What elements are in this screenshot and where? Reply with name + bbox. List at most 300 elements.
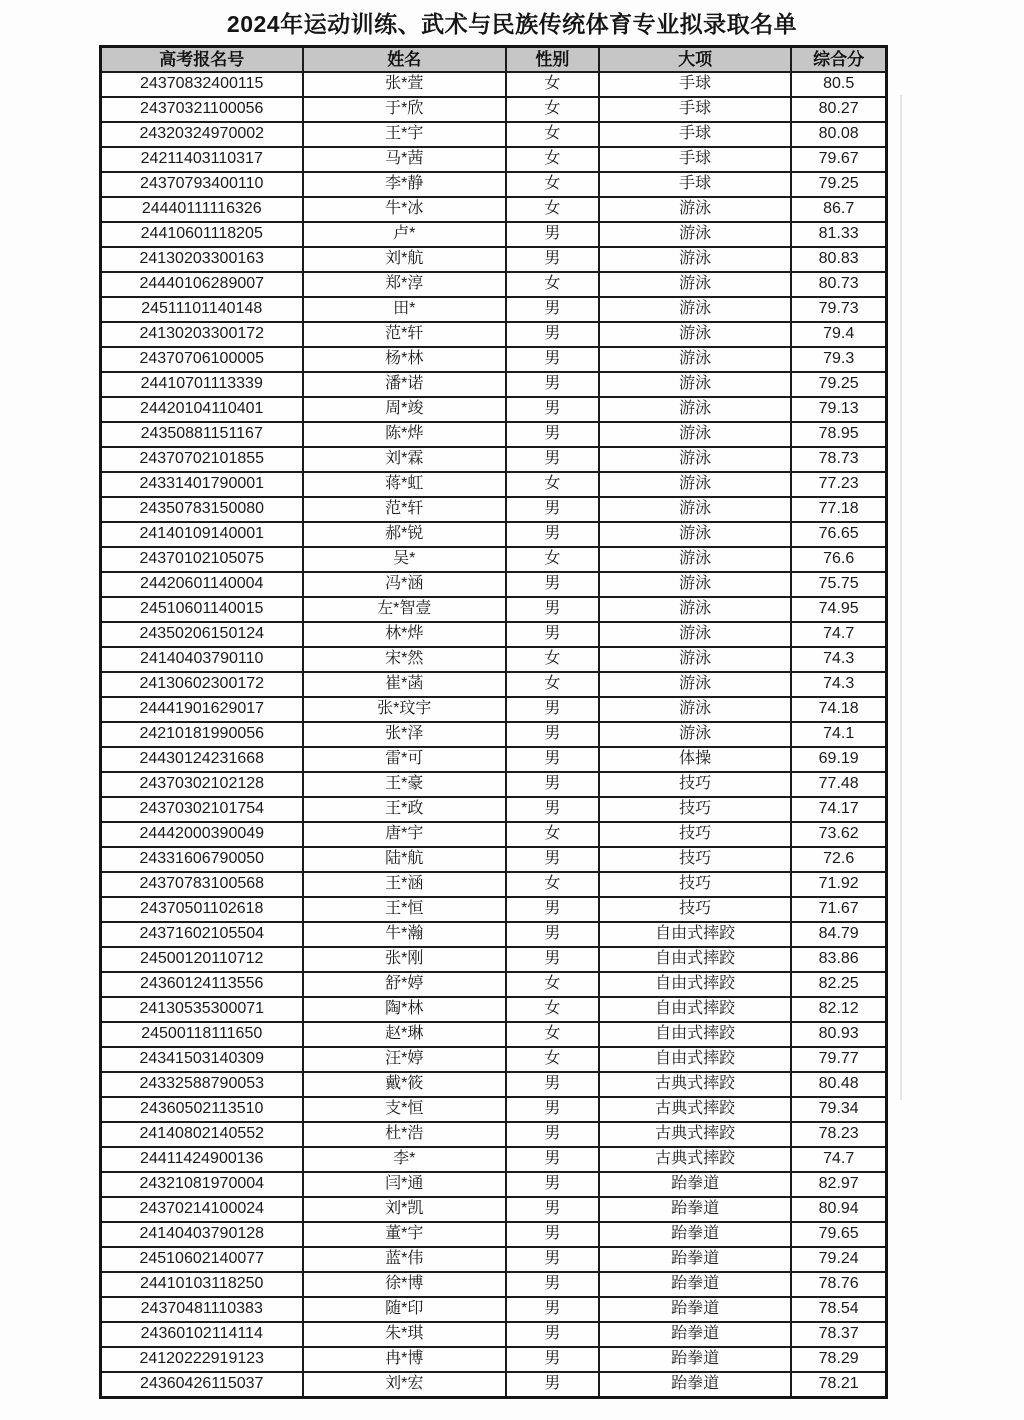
cell-name: 冉*博 xyxy=(303,1347,507,1372)
cell-sport: 古典式摔跤 xyxy=(599,1147,792,1172)
table-row xyxy=(101,822,887,847)
cell-sport: 古典式摔跤 xyxy=(599,1122,792,1147)
cell-exam-id: 24332588790053 xyxy=(101,1072,303,1097)
cell-exam-id: 24420104110401 xyxy=(101,397,303,422)
cell-score: 84.79 xyxy=(791,922,886,947)
cell-score: 82.25 xyxy=(791,972,886,997)
cell-score: 78.37 xyxy=(791,1322,886,1347)
table-row xyxy=(101,922,887,947)
cell-exam-id: 24350783150080 xyxy=(101,497,303,522)
cell-score: 79.34 xyxy=(791,1097,886,1122)
table-row xyxy=(101,397,887,422)
table-row xyxy=(101,347,887,372)
cell-sport: 游泳 xyxy=(599,222,792,247)
cell-name: 雷*可 xyxy=(303,747,507,772)
cell-name: 牛*冰 xyxy=(303,197,507,222)
cell-name: 王*涵 xyxy=(303,872,507,897)
cell-gender: 女 xyxy=(506,1047,599,1072)
cell-exam-id: 24360124113556 xyxy=(101,972,303,997)
cell-sport: 游泳 xyxy=(599,372,792,397)
cell-sport: 游泳 xyxy=(599,597,792,622)
cell-gender: 女 xyxy=(506,197,599,222)
cell-sport: 游泳 xyxy=(599,247,792,272)
cell-sport: 游泳 xyxy=(599,447,792,472)
cell-exam-id: 24441901629017 xyxy=(101,697,303,722)
cell-score: 78.29 xyxy=(791,1347,886,1372)
cell-exam-id: 24370102105075 xyxy=(101,547,303,572)
cell-sport: 自由式摔跤 xyxy=(599,997,792,1022)
cell-name: 吴* xyxy=(303,547,507,572)
cell-gender: 男 xyxy=(506,522,599,547)
cell-name: 卢* xyxy=(303,222,507,247)
cell-score: 79.13 xyxy=(791,397,886,422)
cell-gender: 男 xyxy=(506,322,599,347)
cell-gender: 男 xyxy=(506,497,599,522)
cell-score: 74.1 xyxy=(791,722,886,747)
cell-name: 支*恒 xyxy=(303,1097,507,1122)
cell-gender: 男 xyxy=(506,572,599,597)
table-row xyxy=(101,272,887,297)
table-row xyxy=(101,1072,887,1097)
table-row xyxy=(101,522,887,547)
table-row xyxy=(101,1172,887,1197)
cell-sport: 跆拳道 xyxy=(599,1172,792,1197)
cell-gender: 男 xyxy=(506,1097,599,1122)
cell-score: 78.54 xyxy=(791,1297,886,1322)
cell-sport: 技巧 xyxy=(599,822,792,847)
table-row xyxy=(101,547,887,572)
cell-sport: 跆拳道 xyxy=(599,1247,792,1272)
table-row xyxy=(101,447,887,472)
cell-name: 刘*航 xyxy=(303,247,507,272)
table-row xyxy=(101,222,887,247)
cell-exam-id: 24360426115037 xyxy=(101,1372,303,1398)
cell-exam-id: 24341503140309 xyxy=(101,1047,303,1072)
cell-exam-id: 24500120110712 xyxy=(101,947,303,972)
cell-gender: 男 xyxy=(506,1272,599,1297)
cell-name: 陈*烨 xyxy=(303,422,507,447)
cell-sport: 游泳 xyxy=(599,522,792,547)
cell-name: 范*轩 xyxy=(303,322,507,347)
cell-sport: 手球 xyxy=(599,147,792,172)
cell-score: 74.3 xyxy=(791,672,886,697)
cell-score: 79.65 xyxy=(791,1222,886,1247)
cell-exam-id: 24430124231668 xyxy=(101,747,303,772)
cell-sport: 游泳 xyxy=(599,347,792,372)
cell-exam-id: 24440111116326 xyxy=(101,197,303,222)
cell-gender: 男 xyxy=(506,347,599,372)
cell-gender: 女 xyxy=(506,647,599,672)
cell-name: 杨*林 xyxy=(303,347,507,372)
cell-score: 80.83 xyxy=(791,247,886,272)
cell-sport: 游泳 xyxy=(599,722,792,747)
table-row xyxy=(101,72,887,97)
table-row xyxy=(101,1372,887,1398)
table-row xyxy=(101,197,887,222)
table-row xyxy=(101,972,887,997)
cell-sport: 游泳 xyxy=(599,422,792,447)
table-row xyxy=(101,122,887,147)
cell-sport: 手球 xyxy=(599,122,792,147)
table-row xyxy=(101,697,887,722)
cell-gender: 男 xyxy=(506,1372,599,1398)
cell-gender: 男 xyxy=(506,897,599,922)
table-row xyxy=(101,97,887,122)
cell-name: 唐*宇 xyxy=(303,822,507,847)
cell-exam-id: 24510601140015 xyxy=(101,597,303,622)
cell-gender: 男 xyxy=(506,1347,599,1372)
cell-score: 79.77 xyxy=(791,1047,886,1072)
cell-gender: 男 xyxy=(506,1197,599,1222)
cell-sport: 自由式摔跤 xyxy=(599,1022,792,1047)
cell-gender: 男 xyxy=(506,1222,599,1247)
table-row xyxy=(101,497,887,522)
cell-name: 于*欣 xyxy=(303,97,507,122)
cell-score: 82.97 xyxy=(791,1172,886,1197)
cell-gender: 男 xyxy=(506,622,599,647)
table-row xyxy=(101,1197,887,1222)
table-row xyxy=(101,572,887,597)
cell-name: 张*泽 xyxy=(303,722,507,747)
cell-gender: 男 xyxy=(506,772,599,797)
cell-score: 79.4 xyxy=(791,322,886,347)
cell-name: 崔*菡 xyxy=(303,672,507,697)
cell-gender: 男 xyxy=(506,697,599,722)
cell-sport: 跆拳道 xyxy=(599,1272,792,1297)
table-row xyxy=(101,147,887,172)
cell-gender: 女 xyxy=(506,672,599,697)
header-gender: 性别 xyxy=(506,47,599,73)
cell-gender: 男 xyxy=(506,1247,599,1272)
cell-gender: 男 xyxy=(506,422,599,447)
cell-gender: 男 xyxy=(506,297,599,322)
cell-name: 蒋*虹 xyxy=(303,472,507,497)
cell-sport: 体操 xyxy=(599,747,792,772)
cell-name: 张*刚 xyxy=(303,947,507,972)
cell-score: 78.23 xyxy=(791,1122,886,1147)
cell-name: 蓝*伟 xyxy=(303,1247,507,1272)
cell-exam-id: 24370793400110 xyxy=(101,172,303,197)
cell-gender: 男 xyxy=(506,1122,599,1147)
cell-gender: 男 xyxy=(506,447,599,472)
cell-score: 74.7 xyxy=(791,1147,886,1172)
cell-sport: 跆拳道 xyxy=(599,1222,792,1247)
table-row xyxy=(101,1247,887,1272)
cell-exam-id: 24360102114114 xyxy=(101,1322,303,1347)
cell-gender: 女 xyxy=(506,72,599,97)
cell-exam-id: 24350881151167 xyxy=(101,422,303,447)
cell-gender: 女 xyxy=(506,272,599,297)
cell-score: 74.17 xyxy=(791,797,886,822)
cell-exam-id: 24210181990056 xyxy=(101,722,303,747)
cell-score: 79.25 xyxy=(791,372,886,397)
header-name: 姓名 xyxy=(303,47,507,73)
cell-score: 82.12 xyxy=(791,997,886,1022)
cell-name: 舒*婷 xyxy=(303,972,507,997)
scan-artifact-line xyxy=(900,95,902,1100)
cell-exam-id: 24140109140001 xyxy=(101,522,303,547)
cell-exam-id: 24130602300172 xyxy=(101,672,303,697)
table-row xyxy=(101,422,887,447)
cell-gender: 男 xyxy=(506,922,599,947)
cell-name: 刘*凯 xyxy=(303,1197,507,1222)
table-row xyxy=(101,647,887,672)
cell-name: 宋*然 xyxy=(303,647,507,672)
table-row xyxy=(101,597,887,622)
cell-name: 戴*筱 xyxy=(303,1072,507,1097)
cell-name: 潘*诺 xyxy=(303,372,507,397)
header-sport: 大项 xyxy=(599,47,792,73)
cell-exam-id: 24410701113339 xyxy=(101,372,303,397)
cell-name: 王*豪 xyxy=(303,772,507,797)
cell-name: 汪*婷 xyxy=(303,1047,507,1072)
cell-gender: 女 xyxy=(506,872,599,897)
table-body xyxy=(101,72,887,1398)
cell-name: 刘*宏 xyxy=(303,1372,507,1398)
cell-score: 75.75 xyxy=(791,572,886,597)
table-row xyxy=(101,1222,887,1247)
table-row xyxy=(101,1272,887,1297)
cell-gender: 男 xyxy=(506,597,599,622)
cell-score: 73.62 xyxy=(791,822,886,847)
cell-gender: 女 xyxy=(506,147,599,172)
cell-gender: 男 xyxy=(506,1322,599,1347)
table-row xyxy=(101,247,887,272)
cell-sport: 古典式摔跤 xyxy=(599,1097,792,1122)
cell-exam-id: 24510602140077 xyxy=(101,1247,303,1272)
cell-exam-id: 24130203300163 xyxy=(101,247,303,272)
table-row xyxy=(101,1347,887,1372)
cell-score: 86.7 xyxy=(791,197,886,222)
cell-exam-id: 24370706100005 xyxy=(101,347,303,372)
cell-sport: 跆拳道 xyxy=(599,1297,792,1322)
cell-name: 马*茜 xyxy=(303,147,507,172)
cell-gender: 男 xyxy=(506,1297,599,1322)
cell-sport: 自由式摔跤 xyxy=(599,922,792,947)
cell-gender: 女 xyxy=(506,1022,599,1047)
cell-exam-id: 24410103118250 xyxy=(101,1272,303,1297)
cell-sport: 游泳 xyxy=(599,697,792,722)
cell-exam-id: 24140403790110 xyxy=(101,647,303,672)
cell-name: 林*烨 xyxy=(303,622,507,647)
table-header-row xyxy=(101,47,887,73)
table-row xyxy=(101,847,887,872)
cell-name: 郑*淳 xyxy=(303,272,507,297)
table-row xyxy=(101,322,887,347)
cell-exam-id: 24410601118205 xyxy=(101,222,303,247)
table-row xyxy=(101,747,887,772)
cell-sport: 技巧 xyxy=(599,847,792,872)
cell-exam-id: 24371602105504 xyxy=(101,922,303,947)
cell-sport: 游泳 xyxy=(599,397,792,422)
cell-sport: 游泳 xyxy=(599,547,792,572)
cell-score: 79.3 xyxy=(791,347,886,372)
cell-score: 76.65 xyxy=(791,522,886,547)
cell-exam-id: 24331606790050 xyxy=(101,847,303,872)
cell-sport: 技巧 xyxy=(599,772,792,797)
cell-sport: 技巧 xyxy=(599,897,792,922)
cell-gender: 男 xyxy=(506,722,599,747)
cell-sport: 跆拳道 xyxy=(599,1322,792,1347)
cell-sport: 游泳 xyxy=(599,472,792,497)
table-row xyxy=(101,872,887,897)
table-row xyxy=(101,1097,887,1122)
cell-name: 郝*锐 xyxy=(303,522,507,547)
cell-score: 78.95 xyxy=(791,422,886,447)
cell-name: 冯*涵 xyxy=(303,572,507,597)
table-row xyxy=(101,672,887,697)
cell-score: 69.19 xyxy=(791,747,886,772)
cell-score: 77.48 xyxy=(791,772,886,797)
cell-exam-id: 24140403790128 xyxy=(101,1222,303,1247)
table-row xyxy=(101,1147,887,1172)
cell-name: 田* xyxy=(303,297,507,322)
cell-score: 74.3 xyxy=(791,647,886,672)
cell-name: 周*竣 xyxy=(303,397,507,422)
cell-sport: 自由式摔跤 xyxy=(599,947,792,972)
cell-exam-id: 24321081970004 xyxy=(101,1172,303,1197)
cell-sport: 技巧 xyxy=(599,872,792,897)
cell-exam-id: 24420601140004 xyxy=(101,572,303,597)
cell-gender: 女 xyxy=(506,972,599,997)
cell-name: 李*静 xyxy=(303,172,507,197)
cell-exam-id: 24411424900136 xyxy=(101,1147,303,1172)
header-score: 综合分 xyxy=(791,47,886,73)
cell-name: 张*玟宇 xyxy=(303,697,507,722)
table-row xyxy=(101,472,887,497)
cell-exam-id: 24130535300071 xyxy=(101,997,303,1022)
cell-score: 78.73 xyxy=(791,447,886,472)
cell-score: 80.27 xyxy=(791,97,886,122)
cell-sport: 跆拳道 xyxy=(599,1197,792,1222)
cell-sport: 游泳 xyxy=(599,622,792,647)
cell-score: 74.7 xyxy=(791,622,886,647)
cell-score: 77.23 xyxy=(791,472,886,497)
cell-gender: 女 xyxy=(506,547,599,572)
cell-sport: 游泳 xyxy=(599,322,792,347)
table-row xyxy=(101,997,887,1022)
cell-gender: 男 xyxy=(506,397,599,422)
cell-exam-id: 24370481110383 xyxy=(101,1297,303,1322)
cell-exam-id: 24370832400115 xyxy=(101,72,303,97)
cell-name: 赵*琳 xyxy=(303,1022,507,1047)
cell-gender: 男 xyxy=(506,797,599,822)
cell-exam-id: 24370214100024 xyxy=(101,1197,303,1222)
cell-score: 78.21 xyxy=(791,1372,886,1398)
cell-exam-id: 24211403110317 xyxy=(101,147,303,172)
table-row xyxy=(101,797,887,822)
table-row xyxy=(101,172,887,197)
cell-gender: 男 xyxy=(506,1172,599,1197)
cell-name: 范*轩 xyxy=(303,497,507,522)
cell-name: 董*宇 xyxy=(303,1222,507,1247)
table-row xyxy=(101,897,887,922)
cell-score: 80.94 xyxy=(791,1197,886,1222)
cell-gender: 女 xyxy=(506,472,599,497)
cell-exam-id: 24370783100568 xyxy=(101,872,303,897)
cell-gender: 男 xyxy=(506,1147,599,1172)
cell-name: 王*政 xyxy=(303,797,507,822)
cell-sport: 游泳 xyxy=(599,197,792,222)
cell-exam-id: 24350206150124 xyxy=(101,622,303,647)
cell-sport: 跆拳道 xyxy=(599,1347,792,1372)
cell-exam-id: 24442000390049 xyxy=(101,822,303,847)
cell-score: 80.93 xyxy=(791,1022,886,1047)
cell-exam-id: 24370302102128 xyxy=(101,772,303,797)
cell-sport: 自由式摔跤 xyxy=(599,1047,792,1072)
cell-score: 80.08 xyxy=(791,122,886,147)
cell-score: 80.73 xyxy=(791,272,886,297)
table-row xyxy=(101,1122,887,1147)
cell-gender: 女 xyxy=(506,97,599,122)
cell-name: 张*萱 xyxy=(303,72,507,97)
cell-gender: 男 xyxy=(506,247,599,272)
cell-score: 74.95 xyxy=(791,597,886,622)
cell-gender: 女 xyxy=(506,997,599,1022)
cell-name: 杜*浩 xyxy=(303,1122,507,1147)
cell-sport: 手球 xyxy=(599,172,792,197)
admission-table xyxy=(99,45,888,1399)
cell-name: 随*印 xyxy=(303,1297,507,1322)
cell-exam-id: 24370501102618 xyxy=(101,897,303,922)
page-title: 2024年运动训练、武术与民族传统体育专业拟录取名单 xyxy=(226,11,798,37)
cell-score: 83.86 xyxy=(791,947,886,972)
table-row xyxy=(101,372,887,397)
cell-score: 79.67 xyxy=(791,147,886,172)
cell-name: 左*智壹 xyxy=(303,597,507,622)
cell-sport: 手球 xyxy=(599,97,792,122)
table-row xyxy=(101,722,887,747)
cell-name: 刘*霖 xyxy=(303,447,507,472)
table-row xyxy=(101,1022,887,1047)
cell-exam-id: 24331401790001 xyxy=(101,472,303,497)
cell-gender: 男 xyxy=(506,222,599,247)
cell-exam-id: 24130203300172 xyxy=(101,322,303,347)
table-row xyxy=(101,297,887,322)
cell-score: 80.48 xyxy=(791,1072,886,1097)
cell-name: 王*恒 xyxy=(303,897,507,922)
cell-exam-id: 24370321100056 xyxy=(101,97,303,122)
cell-score: 74.18 xyxy=(791,697,886,722)
cell-name: 李* xyxy=(303,1147,507,1172)
cell-score: 79.24 xyxy=(791,1247,886,1272)
cell-exam-id: 24140802140552 xyxy=(101,1122,303,1147)
cell-score: 79.25 xyxy=(791,172,886,197)
cell-score: 71.92 xyxy=(791,872,886,897)
cell-exam-id: 24440106289007 xyxy=(101,272,303,297)
cell-gender: 女 xyxy=(506,822,599,847)
cell-gender: 男 xyxy=(506,947,599,972)
cell-sport: 自由式摔跤 xyxy=(599,972,792,997)
cell-gender: 男 xyxy=(506,747,599,772)
cell-gender: 男 xyxy=(506,847,599,872)
cell-gender: 女 xyxy=(506,122,599,147)
cell-score: 77.18 xyxy=(791,497,886,522)
cell-score: 72.6 xyxy=(791,847,886,872)
cell-gender: 女 xyxy=(506,172,599,197)
cell-sport: 古典式摔跤 xyxy=(599,1072,792,1097)
cell-gender: 男 xyxy=(506,372,599,397)
cell-gender: 男 xyxy=(506,1072,599,1097)
cell-exam-id: 24370302101754 xyxy=(101,797,303,822)
cell-name: 闫*通 xyxy=(303,1172,507,1197)
cell-sport: 游泳 xyxy=(599,647,792,672)
cell-score: 71.67 xyxy=(791,897,886,922)
table-row xyxy=(101,1047,887,1072)
cell-sport: 游泳 xyxy=(599,672,792,697)
table-row xyxy=(101,772,887,797)
cell-sport: 手球 xyxy=(599,72,792,97)
